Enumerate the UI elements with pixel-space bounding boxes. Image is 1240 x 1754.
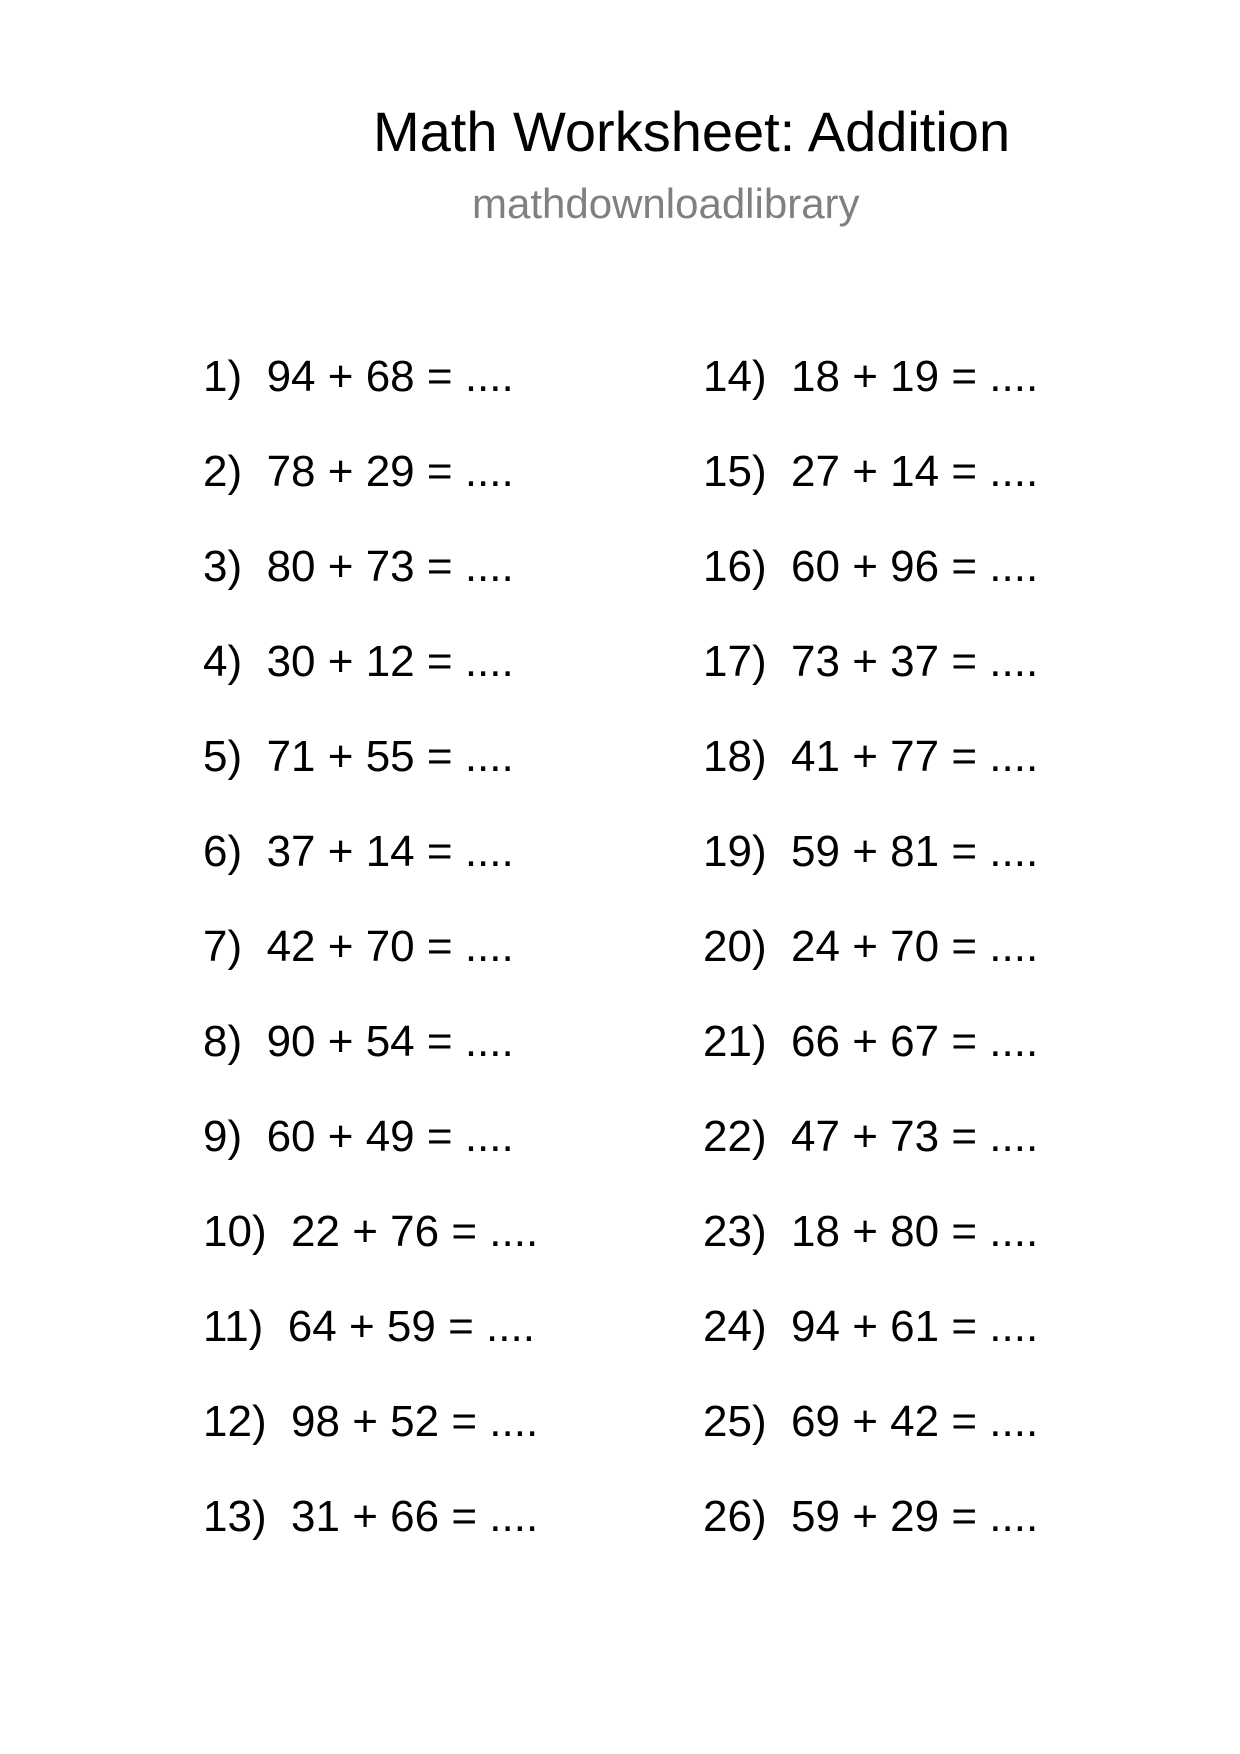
problem-item xyxy=(203,1301,538,1396)
operand-b: 80 xyxy=(890,1207,940,1256)
operator: + xyxy=(352,1492,378,1541)
answer-blank: .... xyxy=(989,542,1039,591)
problem-number: 2) xyxy=(203,447,243,496)
problem-number: 6) xyxy=(203,827,243,876)
operand-b: 73 xyxy=(365,542,415,591)
answer-blank: .... xyxy=(989,922,1039,971)
problem-item xyxy=(703,1301,1038,1396)
equals-sign: = xyxy=(426,637,453,686)
problem-number: 18) xyxy=(703,732,767,781)
operand-a: 31 xyxy=(291,1492,340,1541)
answer-blank: .... xyxy=(989,447,1039,496)
problem-number: 15) xyxy=(703,447,767,496)
operator: + xyxy=(852,1302,878,1351)
answer-blank: .... xyxy=(989,732,1039,781)
problem-item xyxy=(703,826,1038,921)
problem-item xyxy=(203,921,538,1016)
problem-number: 20) xyxy=(703,922,767,971)
problem-item xyxy=(203,731,538,826)
equals-sign: = xyxy=(951,1492,978,1541)
problem-item xyxy=(203,1016,538,1111)
equals-sign: = xyxy=(451,1492,478,1541)
problem-number: 9) xyxy=(203,1112,243,1161)
page-title: Math Worksheet: Addition xyxy=(373,100,1011,163)
equals-sign: = xyxy=(951,1017,978,1066)
problem-item xyxy=(203,1111,538,1206)
operator: + xyxy=(352,1397,378,1446)
answer-blank: .... xyxy=(989,637,1039,686)
problem-number: 26) xyxy=(703,1492,767,1541)
operand-a: 98 xyxy=(291,1397,340,1446)
operand-a: 30 xyxy=(266,637,316,686)
answer-blank: .... xyxy=(989,352,1039,401)
problem-number: 23) xyxy=(703,1207,767,1256)
problem-item xyxy=(703,1016,1038,1111)
problem-number: 22) xyxy=(703,1112,767,1161)
operator: + xyxy=(327,1112,354,1161)
operand-b: 52 xyxy=(390,1397,440,1446)
problem-number: 13) xyxy=(203,1492,267,1541)
equals-sign: = xyxy=(426,827,453,876)
operand-b: 76 xyxy=(390,1207,440,1256)
answer-blank: .... xyxy=(489,1397,539,1446)
equals-sign: = xyxy=(426,1017,453,1066)
equals-sign: = xyxy=(426,542,453,591)
problem-number: 3) xyxy=(203,542,243,591)
operator: + xyxy=(852,637,878,686)
operand-b: 14 xyxy=(365,827,415,876)
operand-b: 54 xyxy=(365,1017,415,1066)
equals-sign: = xyxy=(426,352,453,401)
operator: + xyxy=(852,447,878,496)
operator: + xyxy=(327,352,354,401)
operator: + xyxy=(327,542,354,591)
operand-a: 94 xyxy=(266,352,316,401)
operator: + xyxy=(852,352,878,401)
operand-b: 70 xyxy=(890,922,940,971)
problem-item xyxy=(203,826,538,921)
answer-blank: .... xyxy=(464,1112,514,1161)
operand-a: 59 xyxy=(791,827,840,876)
problem-number: 19) xyxy=(703,827,767,876)
operand-a: 60 xyxy=(791,542,840,591)
answer-blank: .... xyxy=(989,1492,1039,1541)
operand-a: 60 xyxy=(266,1112,316,1161)
operator: + xyxy=(852,1017,878,1066)
problem-item xyxy=(203,636,538,731)
operand-a: 90 xyxy=(266,1017,316,1066)
operand-b: 73 xyxy=(890,1112,940,1161)
problem-number: 14) xyxy=(703,352,767,401)
operator: + xyxy=(852,732,878,781)
problem-number: 16) xyxy=(703,542,767,591)
problem-item xyxy=(203,446,538,541)
operand-a: 41 xyxy=(791,732,840,781)
problem-item xyxy=(703,1111,1038,1206)
problem-item xyxy=(203,351,538,446)
answer-blank: .... xyxy=(464,447,514,496)
equals-sign: = xyxy=(951,637,978,686)
equals-sign: = xyxy=(951,352,978,401)
answer-blank: .... xyxy=(464,1017,514,1066)
equals-sign: = xyxy=(951,732,978,781)
problem-item xyxy=(703,1491,1038,1586)
operand-a: 78 xyxy=(266,447,316,496)
operand-b: 70 xyxy=(365,922,415,971)
equals-sign: = xyxy=(426,732,453,781)
answer-blank: .... xyxy=(989,1207,1039,1256)
operand-a: 71 xyxy=(266,732,316,781)
problem-item xyxy=(203,1491,538,1586)
problem-number: 8) xyxy=(203,1017,243,1066)
operand-b: 49 xyxy=(365,1112,415,1161)
problem-number: 7) xyxy=(203,922,243,971)
equals-sign: = xyxy=(448,1302,474,1351)
operand-b: 12 xyxy=(365,637,415,686)
operand-b: 29 xyxy=(890,1492,940,1541)
operand-b: 66 xyxy=(390,1492,440,1541)
operand-b: 59 xyxy=(386,1302,436,1351)
problem-number: 24) xyxy=(703,1302,767,1351)
answer-blank: .... xyxy=(989,1302,1039,1351)
operand-a: 66 xyxy=(791,1017,840,1066)
problem-item xyxy=(703,446,1038,541)
operator: + xyxy=(352,1207,378,1256)
problem-item xyxy=(703,351,1038,446)
operand-b: 77 xyxy=(890,732,940,781)
equals-sign: = xyxy=(451,1207,478,1256)
problem-item xyxy=(703,1206,1038,1301)
problem-number: 12) xyxy=(203,1397,267,1446)
operand-a: 18 xyxy=(791,1207,840,1256)
operand-a: 69 xyxy=(791,1397,840,1446)
answer-blank: .... xyxy=(486,1302,535,1351)
answer-blank: .... xyxy=(989,827,1039,876)
operator: + xyxy=(348,1302,375,1351)
answer-blank: .... xyxy=(464,827,514,876)
problems-column-right xyxy=(703,351,1038,1586)
problems-column-left xyxy=(203,351,538,1586)
page-subtitle: mathdownloadlibrary xyxy=(472,180,860,227)
operator: + xyxy=(327,1017,354,1066)
operand-b: 42 xyxy=(890,1397,940,1446)
operand-b: 19 xyxy=(890,352,940,401)
operand-a: 18 xyxy=(791,352,840,401)
operand-b: 14 xyxy=(890,447,940,496)
problem-number: 5) xyxy=(203,732,243,781)
problem-number: 21) xyxy=(703,1017,767,1066)
equals-sign: = xyxy=(951,1207,978,1256)
answer-blank: .... xyxy=(489,1492,539,1541)
operand-a: 27 xyxy=(791,447,840,496)
answer-blank: .... xyxy=(989,1397,1039,1446)
operand-a: 64 xyxy=(287,1302,337,1351)
answer-blank: .... xyxy=(464,542,514,591)
operator: + xyxy=(327,447,354,496)
problem-number: 4) xyxy=(203,637,243,686)
problem-item xyxy=(703,1396,1038,1491)
operand-a: 37 xyxy=(266,827,316,876)
operator: + xyxy=(852,827,878,876)
operator: + xyxy=(852,1207,878,1256)
equals-sign: = xyxy=(451,1397,478,1446)
answer-blank: .... xyxy=(464,352,514,401)
operand-a: 80 xyxy=(266,542,316,591)
operand-a: 47 xyxy=(791,1112,840,1161)
problem-number: 25) xyxy=(703,1397,767,1446)
operand-a: 42 xyxy=(266,922,316,971)
answer-blank: .... xyxy=(464,922,514,971)
answer-blank: .... xyxy=(464,732,514,781)
operand-b: 67 xyxy=(890,1017,940,1066)
operand-a: 59 xyxy=(791,1492,840,1541)
equals-sign: = xyxy=(951,1302,978,1351)
problem-item xyxy=(703,541,1038,636)
problem-item xyxy=(703,921,1038,1016)
equals-sign: = xyxy=(951,827,978,876)
problem-number: 10) xyxy=(203,1207,267,1256)
operator: + xyxy=(852,1397,878,1446)
answer-blank: .... xyxy=(489,1207,539,1256)
problem-item xyxy=(703,636,1038,731)
operator: + xyxy=(327,922,354,971)
operator: + xyxy=(327,827,354,876)
problem-item xyxy=(203,541,538,636)
operand-a: 22 xyxy=(291,1207,340,1256)
problem-item xyxy=(203,1206,538,1301)
answer-blank: .... xyxy=(989,1017,1039,1066)
answer-blank: .... xyxy=(989,1112,1039,1161)
problem-number: 17) xyxy=(703,637,767,686)
operand-b: 68 xyxy=(365,352,415,401)
operand-a: 73 xyxy=(791,637,840,686)
operand-a: 94 xyxy=(791,1302,840,1351)
equals-sign: = xyxy=(951,1397,978,1446)
equals-sign: = xyxy=(426,1112,453,1161)
equals-sign: = xyxy=(951,542,978,591)
equals-sign: = xyxy=(951,1112,978,1161)
equals-sign: = xyxy=(951,447,978,496)
operand-b: 96 xyxy=(890,542,940,591)
operator: + xyxy=(327,637,354,686)
operand-b: 37 xyxy=(890,637,940,686)
operand-b: 81 xyxy=(890,827,940,876)
operand-b: 55 xyxy=(365,732,415,781)
operand-a: 24 xyxy=(791,922,840,971)
equals-sign: = xyxy=(426,922,453,971)
problem-number: 11) xyxy=(203,1302,264,1351)
equals-sign: = xyxy=(951,922,978,971)
operand-b: 61 xyxy=(890,1302,940,1351)
operator: + xyxy=(327,732,354,781)
operator: + xyxy=(852,1492,878,1541)
problem-item xyxy=(703,731,1038,826)
equals-sign: = xyxy=(426,447,453,496)
operator: + xyxy=(852,922,878,971)
operator: + xyxy=(852,1112,878,1161)
answer-blank: .... xyxy=(464,637,514,686)
problem-number: 1) xyxy=(203,352,243,401)
operand-b: 29 xyxy=(365,447,415,496)
operator: + xyxy=(852,542,878,591)
problem-item xyxy=(203,1396,538,1491)
